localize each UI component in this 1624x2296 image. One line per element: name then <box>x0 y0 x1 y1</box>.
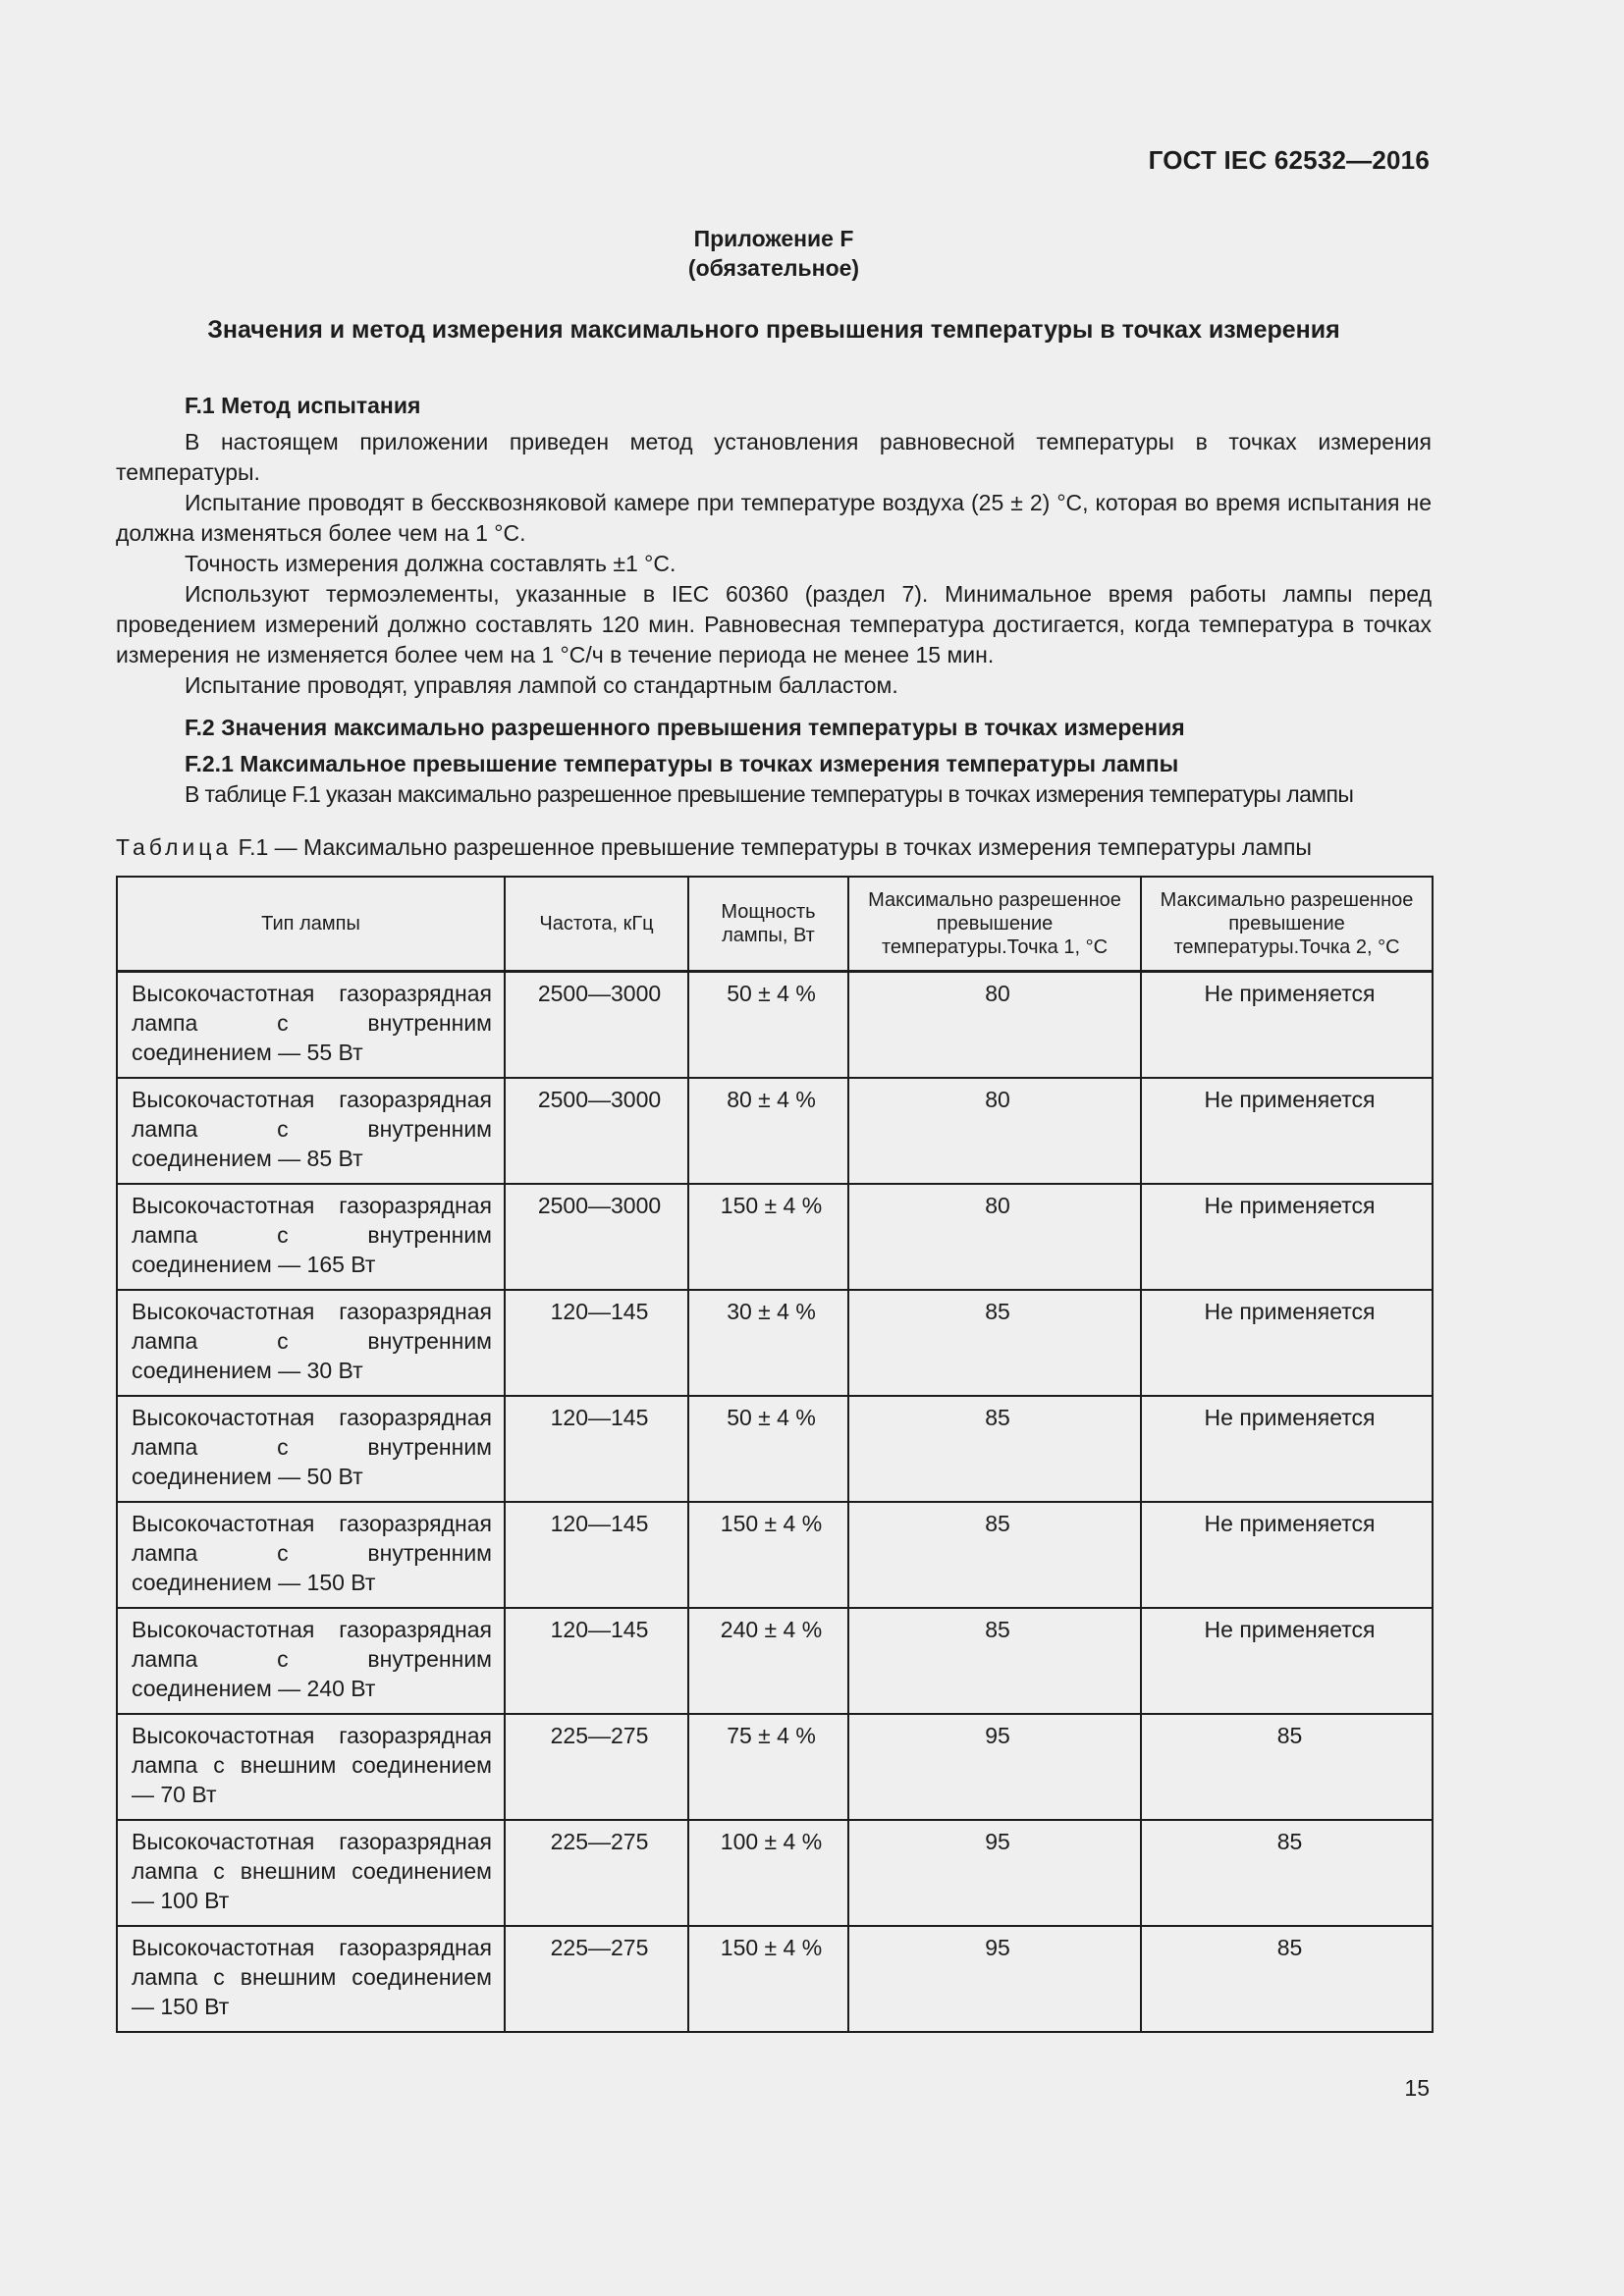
cell-point-2: Не применяется <box>1141 1078 1433 1184</box>
cell-point-1: 80 <box>848 1078 1141 1184</box>
cell-lamp-type: Высокочастотная газоразрядная лампа с внутренним соединением — 240 Вт <box>117 1608 505 1714</box>
cell-point-1: 95 <box>848 1820 1141 1926</box>
cell-point-2: Не применяется <box>1141 1396 1433 1502</box>
cell-lamp-type: Высокочастотная газоразрядная лампа с внутренним соединением — 55 Вт <box>117 972 505 1078</box>
appendix-title: Приложение F <box>693 226 854 251</box>
cell-point-1: 95 <box>848 1714 1141 1820</box>
section-f1-paragraph: Испытание проводят в бессквозняковой камере при температуре воздуха (25 ± 2) °С, которая во время испытания не должна изменяться более чем на 1 °С. <box>116 490 1432 546</box>
appendix-status: (обязательное) <box>687 255 860 281</box>
table-row <box>117 1396 1433 1502</box>
cell-power: 75 ± 4 % <box>688 1714 848 1820</box>
cell-lamp-type: Высокочастотная газоразрядная лампа с внешним соединением — 100 Вт <box>117 1820 505 1926</box>
document-title: Значения и метод измерения максимального превышения температуры в точках измерения <box>207 316 1340 344</box>
cell-power: 30 ± 4 % <box>688 1290 848 1396</box>
section-f21-heading: F.2.1 Максимальное превышение температуры в точках измерения температуры лампы <box>185 751 1179 776</box>
cell-point-2: Не применяется <box>1141 1502 1433 1608</box>
cell-power: 80 ± 4 % <box>688 1078 848 1184</box>
standard-code: ГОСТ IEC 62532—2016 <box>1148 145 1430 175</box>
temperature-table <box>116 876 1434 2033</box>
section-f1-paragraph: В настоящем приложении приведен метод установления равновесной температуры в точках измерения температуры. <box>116 429 1432 485</box>
cell-frequency: 2500—3000 <box>505 1184 688 1290</box>
cell-power: 50 ± 4 % <box>688 1396 848 1502</box>
cell-frequency: 120—145 <box>505 1396 688 1502</box>
cell-power: 100 ± 4 % <box>688 1820 848 1926</box>
cell-point-1: 85 <box>848 1396 1141 1502</box>
cell-lamp-type: Высокочастотная газоразрядная лампа с внешним соединением — 70 Вт <box>117 1714 505 1820</box>
table-row <box>117 972 1433 1078</box>
cell-frequency: 120—145 <box>505 1608 688 1714</box>
cell-point-1: 80 <box>848 972 1141 1078</box>
page-number: 15 <box>1404 2075 1430 2101</box>
header-point-2: Максимально разрешенное превышение температуры.Точка 2, °С <box>1141 877 1433 972</box>
cell-lamp-type: Высокочастотная газоразрядная лампа с внутренним соединением — 150 Вт <box>117 1502 505 1608</box>
cell-point-2: 85 <box>1141 1714 1433 1820</box>
cell-lamp-type: Высокочастотная газоразрядная лампа с внешним соединением — 150 Вт <box>117 1926 505 2032</box>
cell-frequency: 225—275 <box>505 1926 688 2032</box>
cell-point-2: Не применяется <box>1141 1290 1433 1396</box>
cell-power: 50 ± 4 % <box>688 972 848 1078</box>
cell-power: 150 ± 4 % <box>688 1502 848 1608</box>
document-body <box>116 391 1432 810</box>
cell-lamp-type: Высокочастотная газоразрядная лампа с внутренним соединением — 165 Вт <box>117 1184 505 1290</box>
cell-power: 240 ± 4 % <box>688 1608 848 1714</box>
section-f1-paragraph: Испытание проводят, управляя лампой со стандартным балластом. <box>185 672 898 698</box>
cell-point-2: Не применяется <box>1141 1184 1433 1290</box>
section-f2-heading: F.2 Значения максимально разрешенного превышения температуры в точках измерения <box>185 715 1185 740</box>
cell-power: 150 ± 4 % <box>688 1184 848 1290</box>
cell-frequency: 225—275 <box>505 1820 688 1926</box>
cell-point-1: 95 <box>848 1926 1141 2032</box>
cell-point-1: 85 <box>848 1608 1141 1714</box>
table-row <box>117 1714 1433 1820</box>
cell-point-1: 85 <box>848 1502 1141 1608</box>
cell-point-2: Не применяется <box>1141 972 1433 1078</box>
header-frequency: Частота, кГц <box>505 877 688 972</box>
cell-frequency: 2500—3000 <box>505 1078 688 1184</box>
table-caption-text: F.1 — Максимально разрешенное превышение температуры в точках измерения температуры лампы <box>238 834 1312 860</box>
header-power: Мощность лампы, Вт <box>688 877 848 972</box>
table-body <box>117 972 1433 2032</box>
table-row <box>117 1502 1433 1608</box>
header-lamp-type: Тип лампы <box>117 877 505 972</box>
cell-point-1: 80 <box>848 1184 1141 1290</box>
cell-point-2: 85 <box>1141 1820 1433 1926</box>
cell-frequency: 120—145 <box>505 1290 688 1396</box>
table-row <box>117 1290 1433 1396</box>
cell-lamp-type: Высокочастотная газоразрядная лампа с внутренним соединением — 50 Вт <box>117 1396 505 1502</box>
cell-point-1: 85 <box>848 1290 1141 1396</box>
table-row <box>117 1926 1433 2032</box>
table-row <box>117 1184 1433 1290</box>
header-point-1: Максимально разрешенное превышение температуры.Точка 1, °С <box>848 877 1141 972</box>
cell-point-2: 85 <box>1141 1926 1433 2032</box>
table-caption-prefix: Таблица <box>116 834 233 860</box>
section-f1-paragraph: Используют термоэлементы, указанные в IEC 60360 (раздел 7). Минимальное время работы лампы перед проведением измерений должно составлять 120 мин. Равновесная температура достигается, когда температура в точках измерения не изменяется более чем на 1 °С/ч в течение периода не менее 15 мин. <box>116 581 1432 667</box>
appendix-heading <box>116 224 1432 283</box>
table-header-row <box>117 877 1433 972</box>
cell-point-2: Не применяется <box>1141 1608 1433 1714</box>
cell-frequency: 225—275 <box>505 1714 688 1820</box>
table-row <box>117 1820 1433 1926</box>
cell-power: 150 ± 4 % <box>688 1926 848 2032</box>
section-f1-heading: F.1 Метод испытания <box>185 393 421 418</box>
table-row <box>117 1078 1433 1184</box>
cell-lamp-type: Высокочастотная газоразрядная лампа с внутренним соединением — 85 Вт <box>117 1078 505 1184</box>
table-row <box>117 1608 1433 1714</box>
cell-frequency: 2500—3000 <box>505 972 688 1078</box>
section-f21-paragraph: В таблице F.1 указан максимально разрешенное превышение температуры в точках измерения температуры лампы <box>185 781 1354 807</box>
cell-frequency: 120—145 <box>505 1502 688 1608</box>
table-caption <box>116 834 1432 861</box>
cell-lamp-type: Высокочастотная газоразрядная лампа с внутренним соединением — 30 Вт <box>117 1290 505 1396</box>
section-f1-paragraph: Точность измерения должна составлять ±1 °С. <box>185 551 677 576</box>
